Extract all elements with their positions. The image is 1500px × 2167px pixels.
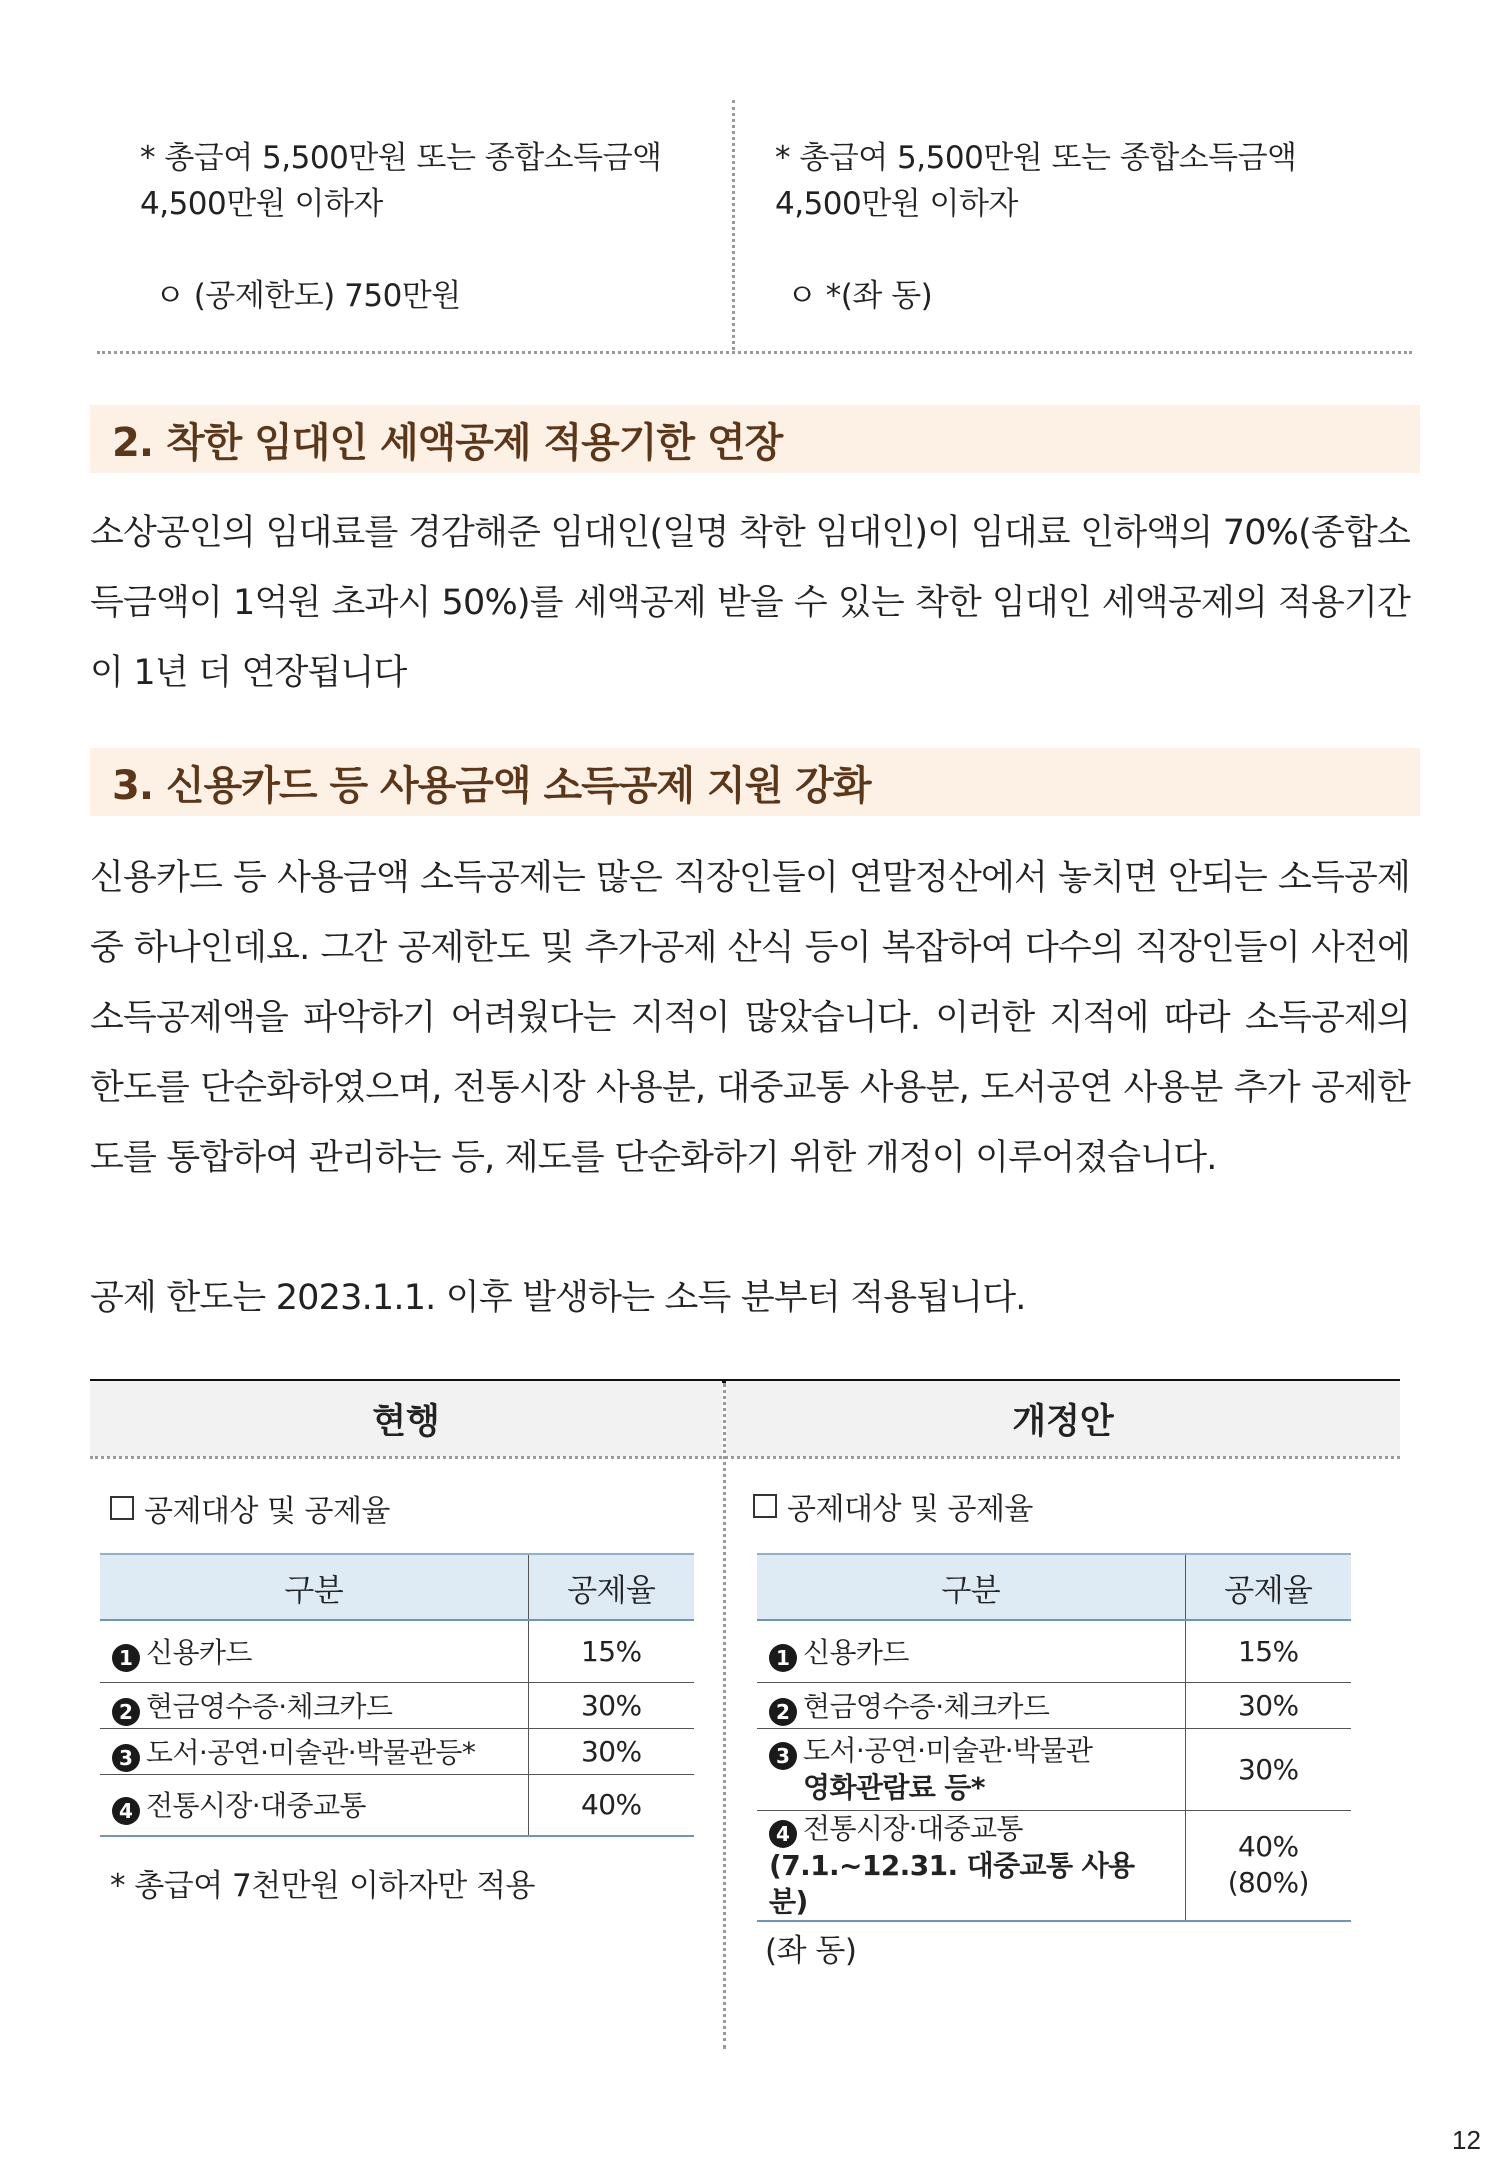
- current-header: 현행: [90, 1381, 722, 1457]
- section2-heading-bar: [90, 405, 1420, 473]
- top-horizontal-divider: [97, 351, 1412, 354]
- top-right-note: [775, 135, 1375, 227]
- current-row1-label: 신용카드: [146, 1635, 252, 1669]
- circled-number-icon: 2: [769, 1698, 797, 1726]
- comparison-vertical-divider: [723, 1383, 726, 2049]
- revised-row2-rate: 30%: [1185, 1682, 1351, 1728]
- checkbox-square-icon: [110, 1496, 134, 1520]
- revised-row1-rate: 15%: [1185, 1620, 1351, 1682]
- revised-row4-rate-cell: [1185, 1810, 1351, 1921]
- top-right-note-line2: 4,500만원 이하자: [775, 186, 1018, 222]
- top-right-limit: ㅇ *(좌 동): [787, 278, 933, 314]
- revised-row4-rate: 40%: [1238, 1830, 1299, 1863]
- revised-row3-label-cell: [757, 1728, 1185, 1810]
- comparison-header-divider: [90, 1456, 1400, 1459]
- revised-row3-rate: 30%: [1185, 1728, 1351, 1810]
- section3-paragraph: 신용카드 등 사용금액 소득공제는 많은 직장인들이 연말정산에서 놓치면 안되는 소득공제 중 하나인데요. 그간 공제한도 및 추가공제 산식 등이 복잡하여 다수의 직장인들이 사전에 소득공제액을 파악하기 어려웠다는 지적이 많았습니다. 이러한 지적에 따라 소득공제의 한도를 단순화하였으며, 전통시장 사용분, 대중교통 사용분, 도서공연 사용분 추가 공제한도를 통합하여 관리하는 등, 제도를 단순화하기 위한 개정이 이루어졌습니다.: [90, 858, 1410, 1178]
- circled-number-icon: 4: [769, 1820, 797, 1848]
- revised-rate-table: [757, 1553, 1351, 1922]
- table-row: [100, 1728, 694, 1774]
- current-row2-rate: 30%: [528, 1682, 694, 1728]
- page-number: 12: [1452, 2125, 1481, 2155]
- table-row: [757, 1810, 1351, 1921]
- section3-heading: 3. 신용카드 등 사용금액 소득공제 지원 강화: [112, 762, 871, 809]
- current-row4-rate: 40%: [528, 1774, 694, 1836]
- current-row2-label-cell: [100, 1682, 528, 1728]
- current-row4-label-cell: [100, 1774, 528, 1836]
- section2-heading: 2. 착한 임대인 세액공제 적용기한 연장: [112, 419, 783, 466]
- section3-heading-bar: [90, 748, 1420, 816]
- circled-number-icon: 3: [112, 1744, 140, 1772]
- revised-row4-label-cell: [757, 1810, 1185, 1921]
- revised-row4-label-bold: (7.1.~12.31. 대중교통 사용분): [769, 1848, 1135, 1918]
- section2-paragraph: 소상공인의 임대료를 경감해준 임대인(일명 착한 임대인)이 임대료 인하액의 70%(종합소득금액이 1억원 초과시 50%)를 세액공제 받을 수 있는 착한 임대인 세액공제의 적용기간이 1년 더 연장됩니다: [90, 513, 1410, 693]
- current-row4-label: 전통시장·대중교통: [146, 1789, 366, 1823]
- table-row: [757, 1620, 1351, 1682]
- revised-subtitle-text: 공제대상 및 공제율: [787, 1492, 1033, 1527]
- current-row3-label: 도서·공연·미술관·박물관등*: [146, 1735, 476, 1769]
- revised-row4-rate2: (80%): [1227, 1866, 1309, 1899]
- revised-header: 개정안: [726, 1381, 1400, 1457]
- section3-paragraph2: 공제 한도는 2023.1.1. 이후 발생하는 소득 분부터 적용됩니다.: [90, 1278, 1026, 1318]
- top-right-note-line1: * 총급여 5,500만원 또는 종합소득금액: [775, 140, 1297, 176]
- revised-table-header-row: [757, 1554, 1351, 1620]
- checkbox-square-icon: [753, 1494, 777, 1518]
- current-row3-label-cell: [100, 1728, 528, 1774]
- circled-number-icon: 2: [112, 1698, 140, 1726]
- current-col-category: 구분: [100, 1554, 528, 1620]
- current-table-header-row: [100, 1554, 694, 1620]
- circled-number-icon: 4: [112, 1797, 140, 1825]
- current-subtitle-text: 공제대상 및 공제율: [144, 1494, 390, 1529]
- revised-row3-label: 도서·공연·미술관·박물관: [803, 1733, 1093, 1767]
- revised-footnote: (좌 동): [765, 1933, 857, 1969]
- revised-row4-label: 전통시장·대중교통: [803, 1811, 1023, 1845]
- circled-number-icon: 1: [112, 1644, 140, 1672]
- revised-row3-label-bold: 영화관람료 등*: [803, 1770, 985, 1804]
- top-left-limit: ㅇ (공제한도) 750만원: [155, 278, 461, 314]
- table-row: [100, 1620, 694, 1682]
- revised-row2-label: 현금영수증·체크카드: [803, 1689, 1050, 1723]
- top-left-note-line2: 4,500만원 이하자: [140, 186, 383, 222]
- current-row3-rate: 30%: [528, 1728, 694, 1774]
- table-row: [100, 1774, 694, 1836]
- revised-col-rate: 공제율: [1185, 1554, 1351, 1620]
- circled-number-icon: 3: [769, 1742, 797, 1770]
- top-vertical-divider: [732, 100, 735, 350]
- current-footnote: * 총급여 7천만원 이하자만 적용: [110, 1868, 535, 1904]
- revised-col-category: 구분: [757, 1554, 1185, 1620]
- current-row1-label-cell: [100, 1620, 528, 1682]
- current-row2-label: 현금영수증·체크카드: [146, 1689, 393, 1723]
- current-row1-rate: 15%: [528, 1620, 694, 1682]
- current-subtitle: [110, 1486, 390, 1530]
- top-left-note: [140, 135, 720, 227]
- top-left-note-line1: * 총급여 5,500만원 또는 종합소득금액: [140, 140, 662, 176]
- revised-subtitle: [753, 1484, 1033, 1528]
- current-rate-table: [100, 1553, 694, 1837]
- current-col-rate: 공제율: [528, 1554, 694, 1620]
- circled-number-icon: 1: [769, 1644, 797, 1672]
- table-row: [757, 1682, 1351, 1728]
- revised-row2-label-cell: [757, 1682, 1185, 1728]
- table-row: [100, 1682, 694, 1728]
- revised-row1-label-cell: [757, 1620, 1185, 1682]
- revised-row1-label: 신용카드: [803, 1635, 909, 1669]
- table-row: [757, 1728, 1351, 1810]
